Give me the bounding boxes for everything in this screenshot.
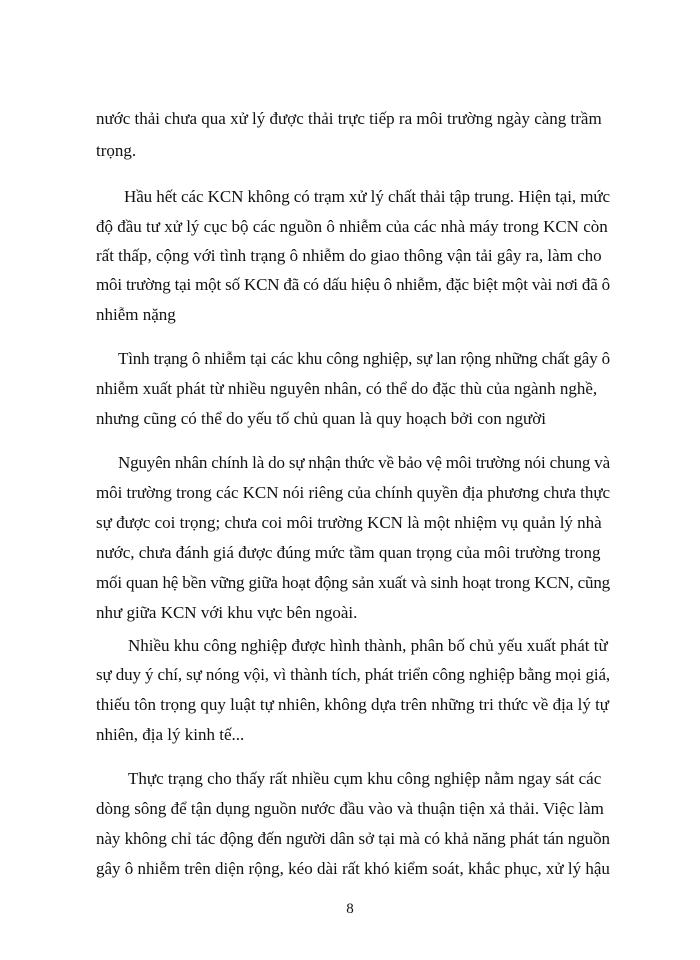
paragraph-6-line-1: Thực trạng cho thấy rất nhiều cụm khu công nghiệp nằm ngay sát các (128, 769, 602, 788)
paragraph-5-line-2: sự duy ý chí, sự nóng vội, vì thành tích, phát triển công nghiệp bằng mọi giá, (96, 665, 610, 684)
paragraph-4-line-3: sự được coi trọng; chưa coi môi trường KCN là một nhiệm vụ quản lý nhà (96, 513, 602, 532)
paragraph-4-line-2: môi trường trong các KCN nói riêng của chính quyền địa phương chưa thực (96, 483, 610, 502)
paragraph-3-line-1: Tình trạng ô nhiễm tại các khu công nghiệp, sự lan rộng những chất gây ô (118, 349, 610, 368)
paragraph-4-line-5: mối quan hệ bền vững giữa hoạt động sản xuất và sinh hoạt trong KCN, cũng (96, 573, 610, 592)
paragraph-4-line-4: nước, chưa đánh giá được đúng mức tầm quan trọng của môi trường trong (96, 543, 601, 562)
paragraph-4-line-1: Nguyên nhân chính là do sự nhận thức về bảo vệ môi trường nói chung và (118, 453, 610, 472)
paragraph-6-line-2: dòng sông để tận dụng nguồn nước đầu vào và thuận tiện xả thải. Việc làm (96, 799, 604, 818)
paragraph-6-line-3: này không chỉ tác động đến người dân sở tại mà có khả năng phát tán nguồn (96, 829, 610, 848)
page-number: 8 (346, 901, 354, 917)
paragraph-2-line-3: rất thấp, cộng với tình trạng ô nhiễm do giao thông vận tải gây ra, làm cho (96, 246, 602, 265)
paragraph-5-line-4: nhiên, địa lý kinh tế... (96, 725, 245, 744)
paragraph-2-line-1: Hầu hết các KCN không có trạm xử lý chất thải tập trung. Hiện tại, mức (124, 187, 610, 206)
paragraph-5-line-1: Nhiều khu công nghiệp được hình thành, phân bố chủ yếu xuất phát từ (128, 636, 608, 655)
paragraph-3-line-3: nhưng cũng có thể do yếu tố chủ quan là quy hoạch bởi con người (96, 409, 546, 428)
paragraph-2-line-5: nhiễm nặng (96, 305, 176, 324)
paragraph-1-line-2: trọng. (96, 141, 137, 160)
paragraph-6-line-4: gây ô nhiễm trên diện rộng, kéo dài rất khó kiểm soát, khắc phục, xử lý hậu (96, 859, 610, 878)
paragraph-3-line-2: nhiễm xuất phát từ nhiều nguyên nhân, có thể do đặc thù của ngành nghề, (96, 379, 598, 398)
paragraph-1-line-1: nước thải chưa qua xử lý được thải trực tiếp ra môi trường ngày càng trầm (96, 109, 602, 128)
paragraph-2-line-2: độ đầu tư xử lý cục bộ các nguồn ô nhiễm của các nhà máy trong KCN còn (96, 217, 608, 236)
paragraph-2-line-4: môi trường tại một số KCN đã có dấu hiệu ô nhiễm, đặc biệt một vài nơi đã ô (96, 275, 610, 294)
paragraph-4-line-6: như giữa KCN với khu vực bên ngoài. (96, 603, 358, 622)
paragraph-5-line-3: thiếu tôn trọng quy luật tự nhiên, không dựa trên những tri thức về địa lý tự (96, 695, 610, 714)
